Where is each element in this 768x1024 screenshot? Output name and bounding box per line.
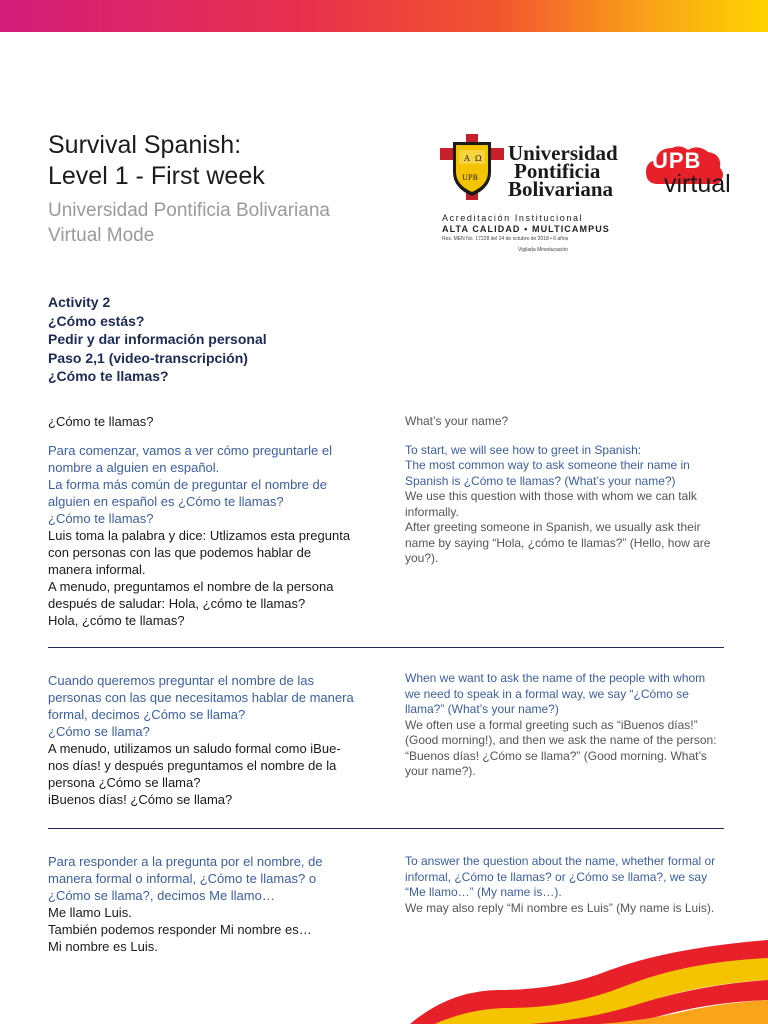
svg-text:A: A (464, 154, 470, 163)
activity-heading: Activity 2 ¿Cómo estás? Pedir y dar información personal Paso 2,1 (video-transcripción) ¿Cómo te llamas? (48, 294, 267, 384)
upb-name-line: Bolivariana (508, 177, 614, 201)
english-blue-text: When we want to ask the name of the people with whom we need to speak in a formal way, we say “¿Cómo se llama?” (What’s your name?) (405, 671, 706, 716)
english-body-text: We use this question with those with whom we can talk informally. After greeting someone in Spanish, we usually ask their name by saying “Hola, ¿cómo te llamas?” (Hello, how are you?). (405, 489, 711, 565)
upb-crest-icon (440, 134, 504, 200)
spanish-blue-text: Para comenzar, vamos a ver cómo preguntarle el nombre a alguien en español. La forma más común de preguntar el nombre de alguien en español es ¿Cómo te llamas? ¿Cómo te llamas? (48, 443, 332, 526)
upb-brand-text: UPB (652, 148, 702, 173)
accreditation-quality: ALTA CALIDAD • MULTICAMPUS (442, 224, 610, 234)
top-gradient-bar (0, 0, 768, 32)
virtual-brand-text: virtual (664, 170, 731, 198)
english-blue-text: To answer the question about the name, whether formal or informal, ¿Cómo te llamas? or ¿Cómo se llama?, we say “Me llamo…” (My name is…). (405, 854, 716, 899)
english-blue-text: To start, we will see how to greet in Spanish: The most common way to ask someone their name in Spanish is ¿Cómo te llamas? (What’s your name?) (405, 442, 690, 488)
document-subtitle: Universidad Pontificia Bolivariana Virtual Mode (48, 200, 330, 246)
accreditation-text: Acreditación Institucional (442, 213, 584, 223)
upb-name-line: Pontificia (514, 159, 601, 183)
english-body-text: We may also reply “Mi nombre es Luis” (My name is Luis). (405, 900, 715, 915)
spanish-blue-text: Cuando queremos preguntar el nombre de las personas con las que necesitamos hablar de manera formal, decimos ¿Cómo se llama? ¿Cómo se llama? (48, 673, 354, 739)
svg-text:Ω: Ω (475, 154, 482, 163)
upb-virtual-logo (646, 144, 746, 204)
upb-logo (440, 132, 640, 258)
section-heading: ¿Cómo te llamas? (48, 414, 154, 429)
section3-spanish (48, 853, 378, 955)
section1-spanish (48, 413, 378, 629)
section2-english (405, 671, 735, 780)
section-divider (48, 828, 724, 829)
spanish-body-text: Me llamo Luis. También podemos responder Mi nombre es… Mi nombre es Luis. (48, 905, 312, 954)
section1-english (405, 414, 735, 567)
upb-name-line: Universidad (508, 141, 618, 165)
english-body-text: We often use a formal greeting such as “iBuenos días!” (Good morning!), and then we ask the name of the person: “Buenos días! ¿Cómo se llama?” (Good morning. What’s your name?). (405, 717, 717, 778)
spanish-blue-text: Para responder a la pregunta por el nombre, de manera formal o informal, ¿Cómo te llamas? o ¿Cómo se llama?, decimos Me llamo… (48, 854, 323, 903)
accreditation-resolution: Res. MEN No. 17228 del 24 de octubre de 2018 • 6 años (442, 236, 569, 242)
spanish-body-text: Luis toma la palabra y dice: Utlizamos esta pregunta con personas con las que podemos hablar de manera informal. A menudo, preguntamos el nombre de la persona después de saludar: Hola, ¿cómo te llamas? Hola, ¿cómo te llamas? (48, 528, 351, 628)
section-divider (48, 647, 724, 648)
section-heading: What’s your name? (405, 414, 509, 428)
svg-text:UPB: UPB (462, 174, 478, 182)
accreditation-vigilada: Vigilada Mineducación (518, 247, 568, 253)
section3-english (405, 854, 735, 916)
decorative-wave (410, 940, 768, 1024)
section2-spanish (48, 672, 378, 808)
spanish-body-text: A menudo, utilizamos un saludo formal como iBue- nos días! y después preguntamos el nombre de la persona ¿Cómo se llama? iBuenos días! ¿Cómo se llama? (48, 741, 341, 807)
document-title: Survival Spanish: Level 1 - First week (48, 131, 265, 190)
